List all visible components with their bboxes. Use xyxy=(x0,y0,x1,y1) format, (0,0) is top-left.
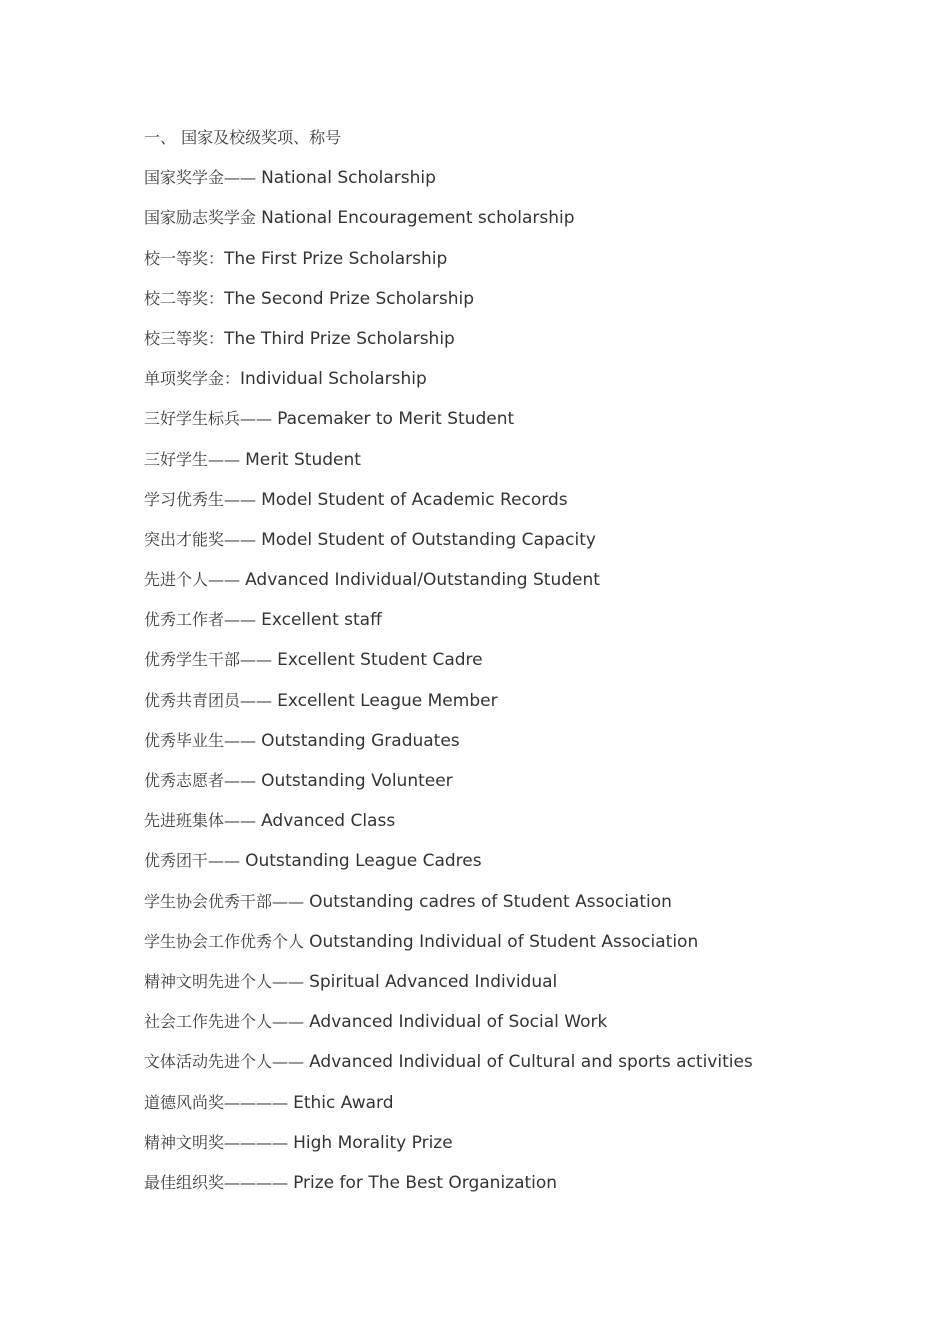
award-line xyxy=(144,808,824,848)
award-line xyxy=(144,406,824,446)
award-name-en: Spiritual Advanced Individual xyxy=(309,971,558,992)
award-name-en: Excellent staff xyxy=(261,610,382,631)
award-name-zh: 三好学生—— xyxy=(144,449,246,469)
award-name-zh: 国家奖学金—— xyxy=(144,168,262,188)
award-name-zh: 最佳组织奖———— xyxy=(144,1172,294,1192)
award-name-en: The Second Prize Scholarship xyxy=(224,288,475,309)
award-line xyxy=(144,728,824,768)
award-name-zh: 单项奖学金： xyxy=(144,369,241,389)
award-line xyxy=(144,768,824,808)
award-name-en: National Encouragement scholarship xyxy=(261,208,575,229)
award-name-en: Advanced Individual/Outstanding Student xyxy=(245,570,600,591)
award-name-en: The Third Prize Scholarship xyxy=(224,328,455,349)
award-line xyxy=(144,366,824,406)
award-name-zh: 学生协会优秀干部—— xyxy=(144,891,310,911)
award-name-zh: 优秀工作者—— xyxy=(144,610,262,630)
award-name-zh: 先进个人—— xyxy=(144,570,246,590)
award-line xyxy=(144,165,824,205)
award-line xyxy=(144,889,824,929)
award-name-zh: 精神文明奖———— xyxy=(144,1132,294,1152)
award-name-en: Prize for The Best Organization xyxy=(293,1172,558,1193)
award-name-en: Outstanding cadres of Student Association xyxy=(309,891,672,912)
award-line xyxy=(144,246,824,286)
award-name-en: Advanced Individual of Social Work xyxy=(309,1012,608,1033)
section-heading-text: 一、 国家及校级奖项、称号 xyxy=(144,128,342,147)
award-line xyxy=(144,1049,824,1089)
award-name-en: Outstanding Graduates xyxy=(261,730,460,751)
award-line xyxy=(144,1170,824,1210)
award-line xyxy=(144,1090,824,1130)
award-line xyxy=(144,487,824,527)
award-line xyxy=(144,969,824,1009)
award-name-zh: 三好学生标兵—— xyxy=(144,409,278,429)
award-name-en: Advanced Individual of Cultural and sports activities xyxy=(309,1052,753,1073)
award-name-en: The First Prize Scholarship xyxy=(224,248,448,269)
award-name-zh: 精神文明先进个人—— xyxy=(144,971,310,991)
award-name-en: Outstanding Individual of Student Association xyxy=(309,931,699,952)
award-name-en: Pacemaker to Merit Student xyxy=(277,409,515,430)
award-name-zh: 学生协会工作优秀个人 xyxy=(144,931,310,951)
award-line xyxy=(144,527,824,567)
award-name-en: National Scholarship xyxy=(261,168,436,189)
award-line xyxy=(144,326,824,366)
award-name-en: Merit Student xyxy=(245,449,361,470)
award-name-en: Outstanding Volunteer xyxy=(261,771,453,791)
award-name-en: Outstanding League Cadres xyxy=(245,851,482,872)
award-line xyxy=(144,1130,824,1170)
award-line xyxy=(144,447,824,487)
award-name-en: Excellent League Member xyxy=(277,690,498,711)
award-name-en: High Morality Prize xyxy=(293,1132,453,1153)
award-name-zh: 文体活动先进个人—— xyxy=(144,1052,310,1072)
award-name-zh: 校二等奖： xyxy=(144,288,225,308)
award-name-zh: 道德风尚奖———— xyxy=(144,1092,294,1112)
award-name-zh: 学习优秀生—— xyxy=(144,489,262,509)
award-line xyxy=(144,688,824,728)
award-line xyxy=(144,567,824,607)
award-line xyxy=(144,1009,824,1049)
award-name-zh: 优秀志愿者—— xyxy=(144,771,262,790)
award-line xyxy=(144,205,824,245)
award-name-en: Advanced Class xyxy=(261,811,396,832)
award-name-zh: 优秀学生干部—— xyxy=(144,650,278,670)
award-name-en: Model Student of Academic Records xyxy=(261,489,568,510)
award-name-en: Individual Scholarship xyxy=(240,369,427,390)
award-name-en: Ethic Award xyxy=(293,1092,394,1113)
award-line xyxy=(144,607,824,647)
award-name-zh: 社会工作先进个人—— xyxy=(144,1012,310,1032)
document-body xyxy=(144,125,824,1210)
section-heading xyxy=(144,125,824,165)
award-name-en: Excellent Student Cadre xyxy=(277,650,483,671)
award-line xyxy=(144,929,824,969)
award-name-zh: 突出才能奖—— xyxy=(144,529,262,549)
award-name-zh: 国家励志奖学金 xyxy=(144,208,262,228)
award-name-zh: 校三等奖： xyxy=(144,328,225,348)
award-line xyxy=(144,647,824,687)
award-name-zh: 优秀团干—— xyxy=(144,851,246,871)
award-name-zh: 先进班集体—— xyxy=(144,811,262,831)
award-line xyxy=(144,286,824,326)
award-line xyxy=(144,848,824,888)
award-name-zh: 校一等奖： xyxy=(144,248,225,268)
award-name-en: Model Student of Outstanding Capacity xyxy=(261,529,596,550)
award-name-zh: 优秀共青团员—— xyxy=(144,690,278,710)
award-name-zh: 优秀毕业生—— xyxy=(144,730,262,750)
